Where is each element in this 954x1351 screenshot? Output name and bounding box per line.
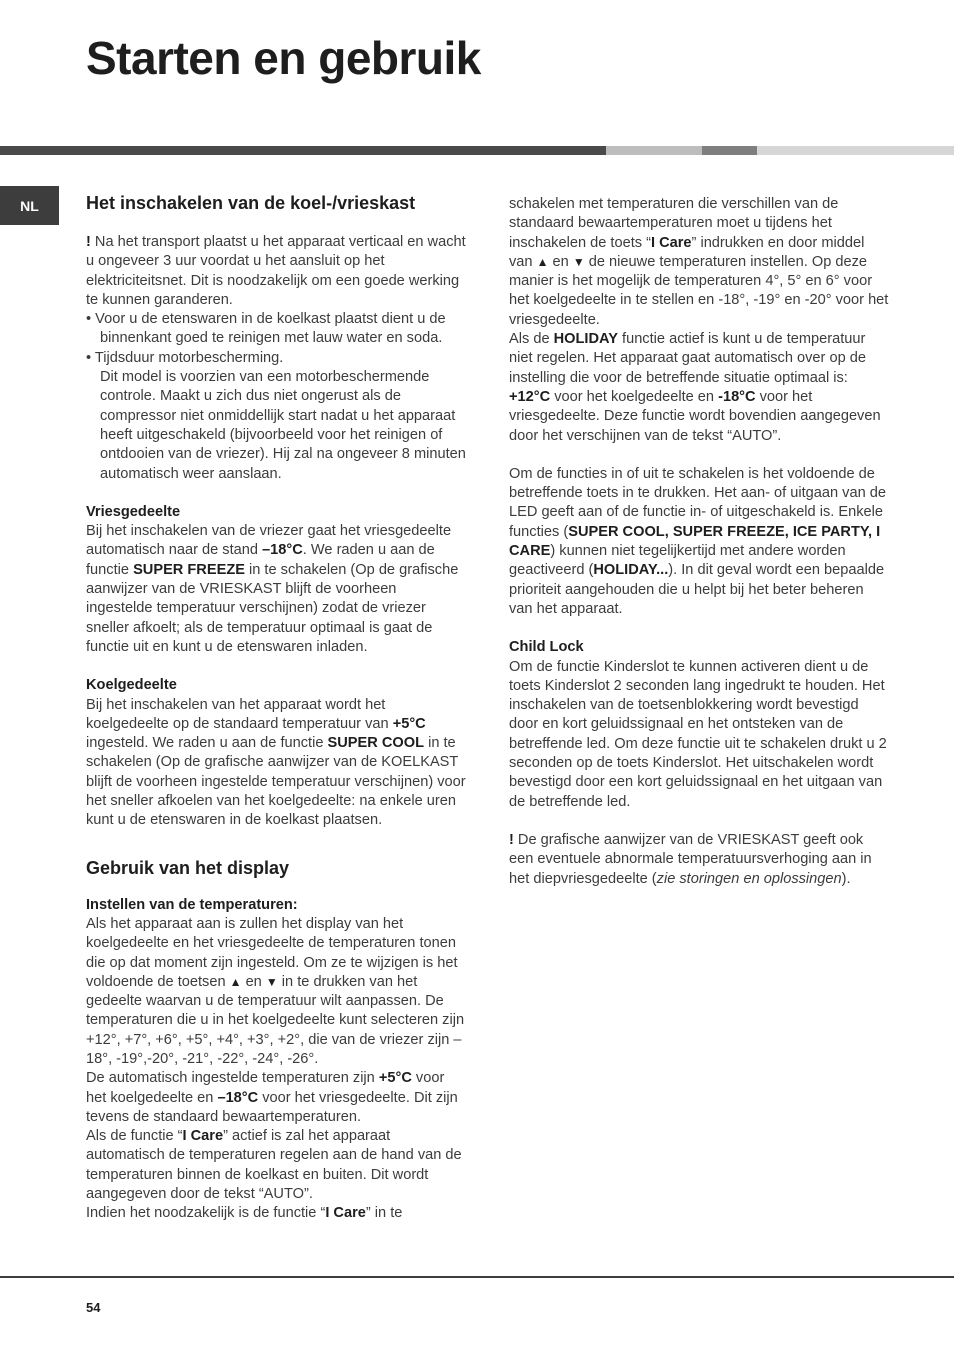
language-tab: NL — [0, 186, 59, 225]
freezer-temp: –18°C — [262, 542, 303, 559]
left-column — [86, 192, 466, 1224]
fridge-heading: Koelgedeelte — [86, 677, 177, 694]
temperature-paragraph-1: Als het apparaat aan is zullen het display van het koelgedeelte en het vriesgedeelte de temperaturen tonen die op dat moment zijn ingesteld. Om ze te wijzigen is het voldoende de toetsen ▲ en ▼ in te drukken van het gedeelte waarvan u de temperatuur wilt aanpassen. De temperaturen die u in het koelgedeelte kunt selecteren zijn +12°, +7°, +6°, +5°, +4°, +3°, +2°, die van de vriezer zijn –18°, -19°,-20°, -21°, -22°, -24°, -26°. — [86, 915, 465, 1067]
freezer-paragraph: Bij het inschakelen van de vriezer gaat het vriesgedeelte automatisch naar de stand –18°C. We raden u aan de functie SUPER FREEZE in te schakelen (Op de grafische aanwijzer van de VRIESKAST blijft de voorheen ingestelde temperatuur verschijnen) zodat de vriezer sneller afkoelt; als de temperatuur optimaal is gaat de functie uit en kunt u de etenswaren inladen. — [86, 523, 459, 655]
troubleshooting-reference: zie storingen en oplossingen — [656, 870, 842, 887]
warning-mark: ! — [86, 234, 91, 250]
header-bar-dark — [0, 146, 606, 155]
footer-rule — [0, 1276, 954, 1278]
bullet-cleaning: • Voor u de etenswaren in de koelkast plaatst dient u de binnenkant goed te reinigen met lauw water en soda. — [86, 311, 446, 347]
up-arrow-icon: ▲ — [536, 254, 549, 269]
warning-paragraph: ! De grafische aanwijzer van de VRIESKAST geeft ook een eventuele abnormale temperatuursverhoging aan in het diepvriesgedeelte (zie storingen en oplossingen). — [509, 831, 872, 887]
fridge-temp: +5°C — [392, 715, 426, 732]
temperature-heading: Instellen van de temperaturen: — [86, 896, 298, 913]
page-title: Starten en gebruik — [86, 32, 481, 84]
down-arrow-icon: ▼ — [572, 254, 585, 269]
holiday-label: HOLIDAY — [553, 331, 618, 348]
freezer-heading: Vriesgedeelte — [86, 503, 181, 520]
super-freeze-label: SUPER FREEZE — [133, 561, 245, 578]
icare-paragraph: Als de functie “I Care” actief is zal het apparaat automatisch de temperaturen regelen aan de hand van de temperaturen binnen de koelkast en buiten. Dit wordt aangegeven door de tekst “AUTO”. — [86, 1128, 462, 1203]
fridge-paragraph: Bij het inschakelen van het apparaat wordt het koelgedeelte op de standaard temperatuur van +5°C ingesteld. We raden u aan de functie SUPER COOL in te schakelen (Op de grafische aanwijzer van de KOELKAST blijft de voorheen ingestelde temperatuur verschijnen) voor het sneller afkoelen van het koelgedeelte: na enkele uren kunt u de etenswaren in de koelkast plaatsen. — [86, 696, 466, 829]
page-number: 54 — [86, 1300, 101, 1315]
header-bar-light — [606, 146, 702, 155]
icare-setting-paragraph: schakelen met temperaturen die verschillen van de standaard bewaartemperaturen moet u tijdens het inschakelen de toets “I Care” indrukken en door middel van ▲ en ▼ de nieuwe temperaturen instellen. Op deze manier is het mogelijk de temperaturen 4°, 5° en 6° voor het koelgedeelte in te stellen en -18°, -19° en -20° voor het vriesgedeelte. — [509, 196, 889, 328]
transport-paragraph: ! Na het transport plaatst u het apparaat verticaal en wacht u ongeveer 3 uur voordat u het aansluit op het elektriciteitsnet. Dit is noodzakelijk om een goede werking te kunnen garanderen. — [86, 234, 466, 308]
icare-label: I Care — [650, 234, 692, 251]
section-heading-display: Gebruik van het display — [86, 857, 290, 878]
temperature-paragraph-2: De automatisch ingestelde temperaturen zijn +5°C voor het koelgedeelte en –18°C voor het vriesgedeelte. Dit zijn tevens de standaard bewaartemperaturen. — [86, 1070, 458, 1125]
icare-label: I Care — [182, 1128, 224, 1145]
holiday-paragraph: Als de HOLIDAY functie actief is kunt u de temperatuur niet regelen. Het apparaat gaat automatisch over op de instelling die voor de betreffende situatie optimaal is: +12°C voor het koelgedeelte en -18°C voor het vriesgedeelte. Deze functie wordt bovendien aangegeven door het verschijnen van de tekst “AUTO”. — [509, 331, 881, 444]
up-arrow-icon: ▲ — [229, 974, 242, 989]
header-bar-pale — [757, 146, 954, 155]
down-arrow-icon: ▼ — [265, 974, 278, 989]
super-cool-label: SUPER COOL — [327, 735, 425, 752]
bullet-motor-text: Dit model is voorzien van een motorbeschermende controle. Maakt u zich dus niet ongerust als de compressor niet onmiddellijk start nadat u het apparaat heeft uitgeschakeld (bijvoorbeeld voor het reinigen of ontdooien van de vriezer). Hij zal na ongeveer 8 minuten automatisch weer aanslaan. — [100, 369, 466, 482]
icare-continued-paragraph: Indien het noodzakelijk is de functie “I Care” in te — [86, 1205, 403, 1222]
section-heading-switch-on: Het inschakelen van de koel-/vrieskast — [86, 193, 416, 213]
functions-paragraph: Om de functies in of uit te schakelen is het voldoende de betreffende toets in te drukken. Het aan- of uitgaan van de LED geeft aan of de functie in- of uitgeschakeld is. Enkele functies (SUPER COOL, SUPER FREEZE, ICE PARTY, I CARE) kunnen niet tegelijkertijd met andere worden geactiveerd (HOLIDAY...). In dit geval wordt een bepaalde prioriteit aangehouden die u helpt bij het beter beheren van het apparaat. — [509, 465, 886, 617]
child-lock-paragraph: Om de functie Kinderslot te kunnen activeren dient u de toets Kinderslot 2 seconden lang ingedrukt te houden. Het inschakelen van de toetsenblokkering wordt bevestigd door en kort geluidssignaal en het ontsteken van de betreffende led. Om deze functie uit te schakelen drukt u 2 seconden op de toets Kinderslot. Het uitschakelen wordt bevestigd door een kort geluidssignaal en het uitgaan van de betreffende led. — [509, 658, 887, 810]
header-bar-mid — [702, 146, 757, 155]
warning-mark: ! — [509, 831, 514, 848]
child-lock-heading: Child Lock — [509, 639, 584, 656]
function-list: SUPER COOL, SUPER FREEZE, ICE PARTY, I CARE — [509, 523, 881, 560]
right-column — [509, 195, 889, 889]
bullet-motor-title: • Tijdsduur motorbescherming. — [86, 349, 284, 366]
